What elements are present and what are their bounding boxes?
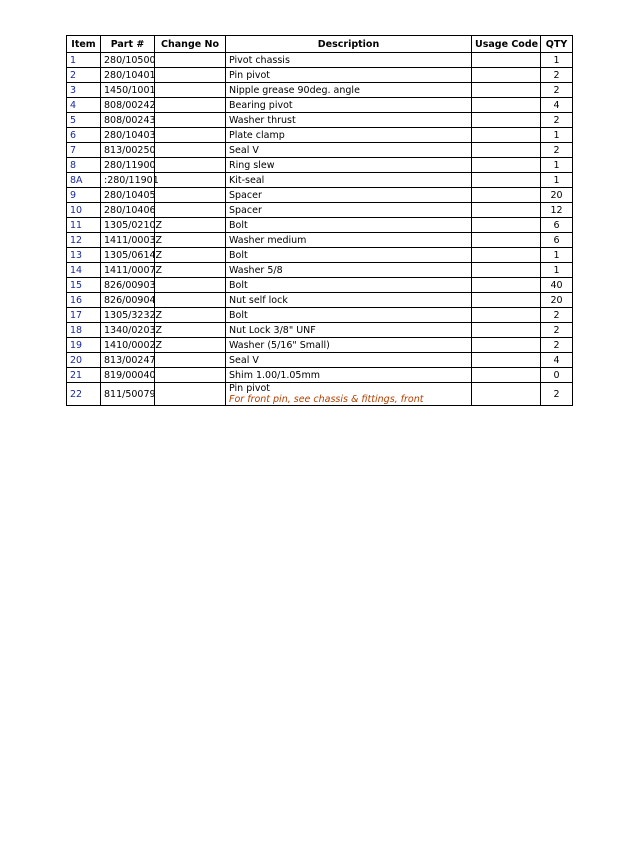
cell-usage-code [472,368,541,383]
cell-qty: 1 [541,53,573,68]
cell-change-no [155,218,226,233]
cell-change-no [155,173,226,188]
cell-item: 19 [67,338,101,353]
cell-qty: 2 [541,323,573,338]
description-text: Ring slew [229,159,275,171]
cell-item: 15 [67,278,101,293]
cell-item: 7 [67,143,101,158]
cell-description [226,383,472,406]
cell-qty: 2 [541,308,573,323]
cell-usage-code [472,53,541,68]
table-row [67,113,573,128]
table-row [67,368,573,383]
table-row [67,53,573,68]
cell-description [226,128,472,143]
description-text: Washer thrust [229,114,296,126]
cell-description [226,353,472,368]
table-row [67,173,573,188]
cell-item: 4 [67,98,101,113]
description-text: Seal V [229,354,259,366]
cell-qty: 2 [541,83,573,98]
cell-part-number: 813/00247 [101,353,155,368]
cell-usage-code [472,308,541,323]
cell-item: 11 [67,218,101,233]
cell-description [226,83,472,98]
cell-usage-code [472,278,541,293]
header-item: Item [67,36,101,53]
cell-item: 14 [67,263,101,278]
table-row [67,83,573,98]
cell-change-no [155,68,226,83]
cell-description [226,233,472,248]
cell-usage-code [472,383,541,406]
cell-change-no [155,248,226,263]
table-row [67,158,573,173]
cell-description [226,248,472,263]
cell-qty: 2 [541,338,573,353]
cell-part-number: 280/10401 [101,68,155,83]
description-text: Bolt [229,219,248,231]
cell-usage-code [472,203,541,218]
cell-usage-code [472,128,541,143]
description-text: Bolt [229,279,248,291]
cell-item: 6 [67,128,101,143]
cell-part-number: 280/10403 [101,128,155,143]
cell-usage-code [472,83,541,98]
cell-part-number: 1411/0007Z [101,263,155,278]
cell-item: 17 [67,308,101,323]
cell-item: 9 [67,188,101,203]
cell-part-number: 1305/3232Z [101,308,155,323]
cell-qty: 1 [541,173,573,188]
table-row [67,263,573,278]
cell-part-number: 1340/0203Z [101,323,155,338]
table-row [67,353,573,368]
cell-usage-code [472,293,541,308]
cell-change-no [155,158,226,173]
table-row [67,203,573,218]
description-text: Washer 5/8 [229,264,283,276]
cell-item: 8A [67,173,101,188]
cell-usage-code [472,188,541,203]
description-text: Spacer [229,204,262,216]
cell-qty: 12 [541,203,573,218]
table-row [67,248,573,263]
header-description: Description [226,36,472,53]
table-header-row [67,36,573,53]
table-row [67,308,573,323]
cell-part-number: 826/00903 [101,278,155,293]
description-text: Shim 1.00/1.05mm [229,369,320,381]
cell-change-no [155,308,226,323]
table-row [67,218,573,233]
cell-change-no [155,128,226,143]
cell-item: 12 [67,233,101,248]
description-text: Spacer [229,189,262,201]
cell-usage-code [472,218,541,233]
description-text: Bolt [229,309,248,321]
cell-description [226,218,472,233]
cell-description [226,188,472,203]
cell-description [226,263,472,278]
header-change-no: Change No [155,36,226,53]
cell-qty: 0 [541,368,573,383]
cell-usage-code [472,353,541,368]
header-usage-code: Usage Code [472,36,541,53]
cell-change-no [155,233,226,248]
cell-qty: 40 [541,278,573,293]
cell-part-number: 811/50079 [101,383,155,406]
cell-part-number: 808/00242 [101,98,155,113]
cell-qty: 1 [541,248,573,263]
cell-description [226,158,472,173]
cell-part-number: 280/11900 [101,158,155,173]
description-text: Kit-seal [229,174,265,186]
cell-part-number: 813/00250 [101,143,155,158]
description-text: Washer (5/16" Small) [229,339,330,351]
cell-change-no [155,203,226,218]
table-row [67,323,573,338]
table-row [67,233,573,248]
table-row [67,98,573,113]
cell-item: 13 [67,248,101,263]
cell-item: 22 [67,383,101,406]
cell-description [226,113,472,128]
cell-qty: 1 [541,128,573,143]
cell-qty: 2 [541,113,573,128]
cell-change-no [155,323,226,338]
cell-description [226,323,472,338]
cell-change-no [155,293,226,308]
description-text: Washer medium [229,234,307,246]
cell-qty: 4 [541,98,573,113]
cell-qty: 20 [541,188,573,203]
cell-item: 10 [67,203,101,218]
cell-item: 21 [67,368,101,383]
cell-description [226,203,472,218]
cell-description [226,53,472,68]
cell-usage-code [472,158,541,173]
cell-usage-code [472,98,541,113]
cell-change-no [155,53,226,68]
cell-description [226,338,472,353]
table-row [67,278,573,293]
cell-qty: 2 [541,143,573,158]
cell-qty: 2 [541,383,573,406]
cell-part-number: 1410/0002Z [101,338,155,353]
table-row [67,293,573,308]
table-row [67,68,573,83]
cell-description [226,173,472,188]
cell-usage-code [472,338,541,353]
cell-description [226,278,472,293]
cell-change-no [155,353,226,368]
cell-description [226,293,472,308]
cell-description [226,143,472,158]
cell-description [226,68,472,83]
cell-item: 1 [67,53,101,68]
cell-part-number: 826/00904 [101,293,155,308]
cell-item: 3 [67,83,101,98]
cell-description [226,308,472,323]
description-text: Pin pivot [229,69,271,81]
cell-change-no [155,263,226,278]
description-note: For front pin, see chassis & fittings, front [229,394,424,405]
cell-item: 18 [67,323,101,338]
cell-qty: 6 [541,218,573,233]
cell-part-number: 280/10406 [101,203,155,218]
cell-change-no [155,98,226,113]
parts-list-table [66,35,573,406]
description-text: Plate clamp [229,129,285,141]
cell-change-no [155,278,226,293]
description-text: Nipple grease 90deg. angle [229,84,360,96]
cell-qty: 4 [541,353,573,368]
cell-usage-code [472,323,541,338]
cell-change-no [155,143,226,158]
cell-usage-code [472,233,541,248]
description-text: Nut Lock 3/8" UNF [229,324,316,336]
cell-usage-code [472,68,541,83]
cell-change-no [155,113,226,128]
cell-part-number: 1305/0210Z [101,218,155,233]
description-text: Bolt [229,249,248,261]
cell-usage-code [472,113,541,128]
cell-usage-code [472,173,541,188]
cell-change-no [155,188,226,203]
cell-item: 20 [67,353,101,368]
cell-qty: 6 [541,233,573,248]
cell-change-no [155,368,226,383]
cell-qty: 1 [541,263,573,278]
cell-part-number: 1305/0614Z [101,248,155,263]
table-row [67,383,573,406]
cell-part-number: 1450/1001 [101,83,155,98]
cell-change-no [155,83,226,98]
cell-change-no [155,338,226,353]
cell-part-number: 280/10405 [101,188,155,203]
cell-usage-code [472,248,541,263]
cell-part-number: 1411/0003Z [101,233,155,248]
table-row [67,128,573,143]
cell-item: 5 [67,113,101,128]
table-row [67,188,573,203]
description-text: Pivot chassis [229,54,290,66]
cell-part-number: 280/10500 [101,53,155,68]
cell-part-number: 819/00040 [101,368,155,383]
description-text: Bearing pivot [229,99,293,111]
table-row [67,338,573,353]
cell-part-number: :280/11901 [101,173,155,188]
table-row [67,143,573,158]
cell-usage-code [472,263,541,278]
cell-item: 16 [67,293,101,308]
cell-description [226,98,472,113]
cell-qty: 2 [541,68,573,83]
cell-description [226,368,472,383]
header-part-number: Part # [101,36,155,53]
cell-qty: 1 [541,158,573,173]
description-text: Pin pivot [229,383,271,394]
cell-change-no [155,383,226,406]
cell-part-number: 808/00243 [101,113,155,128]
description-text: Seal V [229,144,259,156]
cell-item: 8 [67,158,101,173]
description-text: Nut self lock [229,294,288,306]
header-qty: QTY [541,36,573,53]
cell-item: 2 [67,68,101,83]
cell-usage-code [472,143,541,158]
cell-qty: 20 [541,293,573,308]
